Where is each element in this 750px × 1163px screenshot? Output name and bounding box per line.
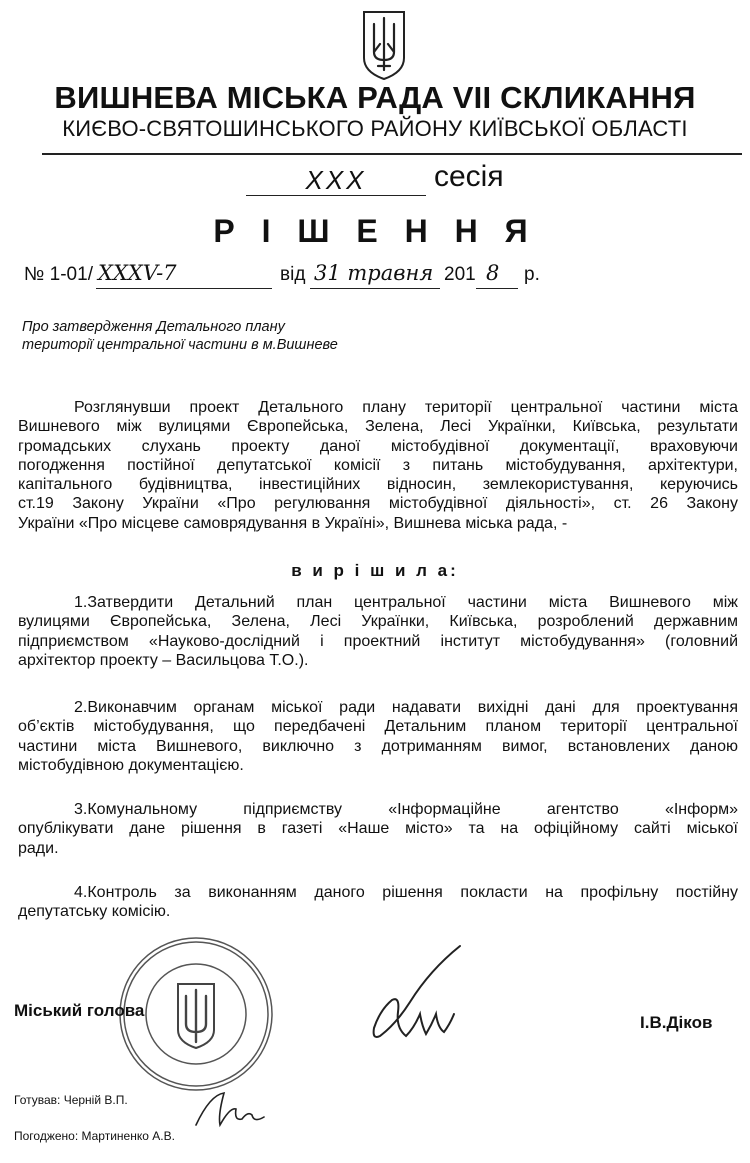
preamble-line: погодження постійної депутатської комісії з питань містобудування, архітектури, <box>18 456 738 474</box>
decision-item-2 <box>18 698 738 775</box>
preparer-signature-icon <box>190 1085 270 1135</box>
trident-icon <box>360 8 408 82</box>
header-divider <box>42 153 742 155</box>
session-number: XXX <box>305 165 367 195</box>
decision-subject <box>22 318 338 354</box>
item-line: містобудівною документацією. <box>18 756 244 774</box>
head-signature-icon <box>350 940 480 1060</box>
agreed-by: Погоджено: Мартиненко А.В. <box>14 1129 175 1143</box>
decision-item-1 <box>18 593 738 670</box>
item-line: 4.Контроль за виконанням даного рішення покласти на профільну постійну <box>74 884 738 901</box>
item-line: 2.Виконавчим органам міської ради надавати вихідні дані для проектування <box>74 699 738 716</box>
prepared-by: Готував: Черній В.П. <box>14 1093 128 1107</box>
number-underline <box>96 288 272 289</box>
resolved-heading: в и р і ш и л а: <box>291 561 459 580</box>
item-line: 1.Затвердити Детальний план центральної частини міста Вишневого між <box>74 594 738 611</box>
preamble-line: України «Про місцеве самоврядування в Україні», Вишнева міська рада, - <box>18 514 568 532</box>
session-label: сесія <box>434 160 504 193</box>
date-underline <box>310 288 440 289</box>
item-line: опублікувати дане рішення в газеті «Наше місто» та на офіційному сайті міської <box>18 820 738 838</box>
council-subtitle: КИЄВО-СВЯТОШИНСЬКОГО РАЙОНУ КИЇВСЬКОЇ ОБЛАСТІ <box>62 116 688 141</box>
preamble-line: Розглянувши проект Детального плану території центральної частини міста <box>74 399 738 416</box>
year-handwritten: 8 <box>486 261 500 285</box>
item-line: частини міста Вишневого, виключно з дотриманням вимог, встановлених даною <box>18 737 738 755</box>
decision-item-3 <box>18 800 738 858</box>
council-title: ВИШНЕВА МІСЬКА РАДА VІІ СКЛИКАННЯ <box>54 80 696 115</box>
number-prefix: № 1-01/ <box>24 264 93 285</box>
document-title: Р І Ш Е Н Н Я <box>213 213 537 249</box>
head-name: І.В.Діков <box>640 1013 713 1032</box>
item-line: архітектор проекту – Васильцова Т.О.). <box>18 651 309 669</box>
decision-item-4 <box>18 883 738 922</box>
item-line: вулицями Європейська, Зелена, Лесі Українки, Київська, розроблений державним <box>18 613 738 631</box>
preamble-line: капітального будівництва, інвестиційних відносин, землекористування, керуючись <box>18 476 738 494</box>
document-number-row <box>24 261 744 294</box>
document-number-handwritten: XXXV-7 <box>98 261 177 285</box>
date-word: від <box>280 264 306 285</box>
head-role: Міський голова <box>14 1001 145 1020</box>
item-line: об’єктів містобудування, що передбачені Детальним планом території центральної <box>18 718 738 736</box>
item-line: депутатську комісію. <box>18 903 171 921</box>
preamble-line: ст.19 Закону України «Про регулювання містобудівної діяльності», ст. 26 Закону <box>18 495 738 513</box>
preamble-line: Вишневого між вулицями Європейська, Зелена, Лесі Українки, Київська, результати <box>18 418 738 436</box>
subject-line-1: Про затвердження Детального плану <box>22 319 285 335</box>
item-line: ради. <box>18 839 59 857</box>
year-prefix: 201 <box>444 264 476 285</box>
date-handwritten: 31 травня <box>314 261 434 285</box>
year-suffix: р. <box>524 264 540 285</box>
subject-line-2: території центральної частини в м.Вишневе <box>22 337 338 353</box>
preamble-line: громадських слухань проекту даної містобудівної документації, враховуючи <box>18 437 738 455</box>
year-underline <box>476 288 518 289</box>
preamble-paragraph <box>18 398 738 533</box>
item-line: 3.Комунальному підприємству «Інформаційне агентство «Інформ» <box>74 801 738 818</box>
item-line: підприємством «Науково-дослідний і проектний інститут містобудування» (головний <box>18 632 738 650</box>
